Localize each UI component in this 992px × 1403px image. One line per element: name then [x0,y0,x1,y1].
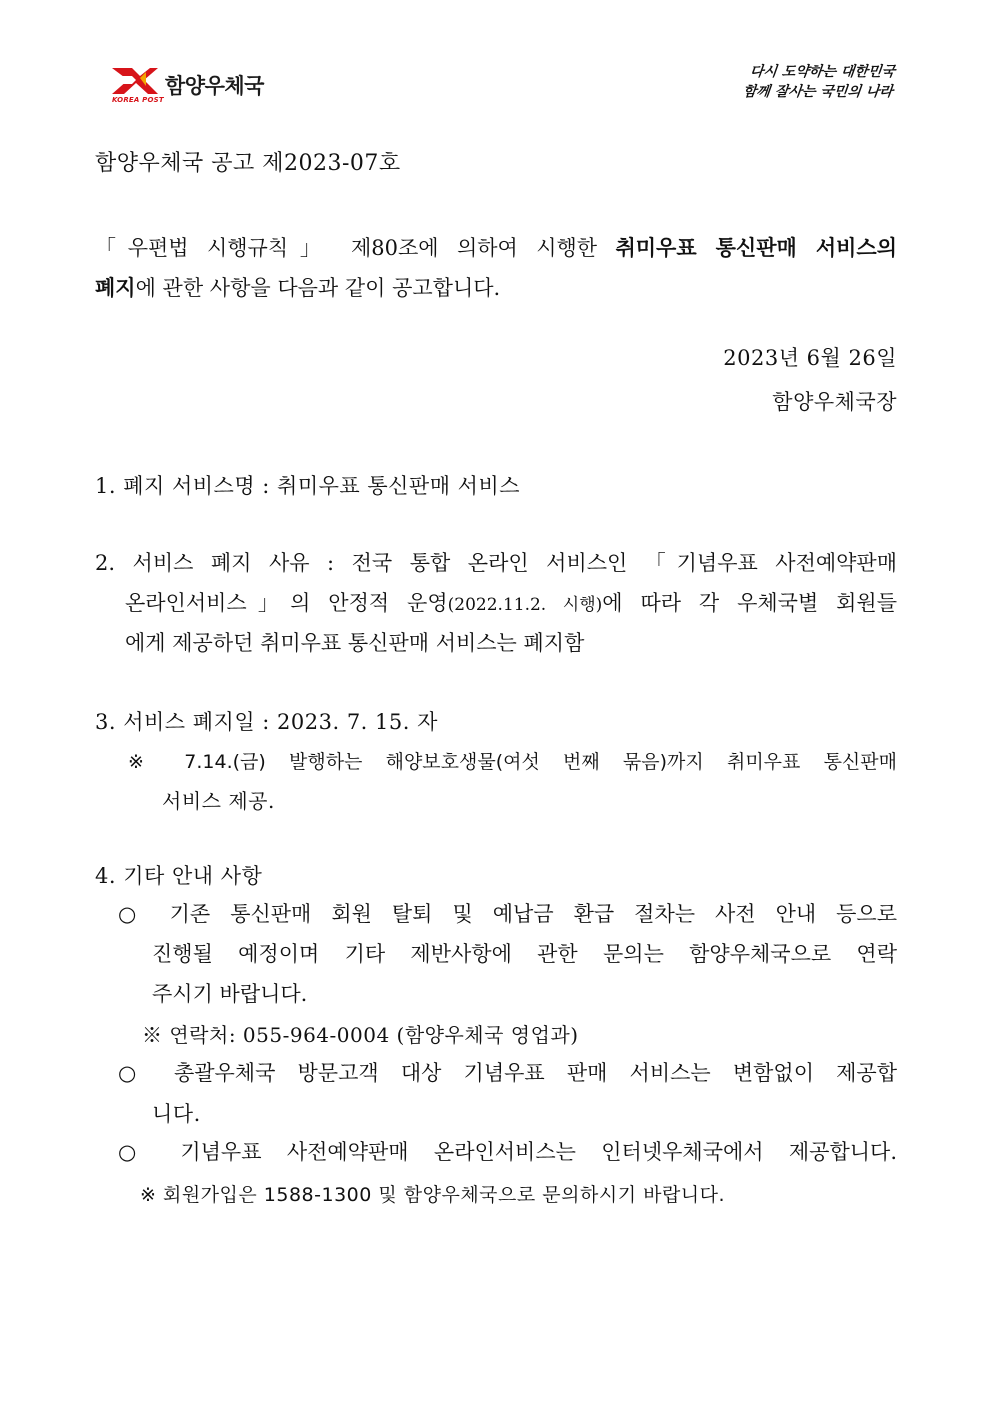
section-2-text-2a: 온라인서비스」의 안정적 운영 [125,591,448,615]
section-2-line-2 [125,583,897,623]
korea-post-logo [110,66,310,106]
slogan-line-1: 다시 도약하는 대한민국 [749,64,896,80]
section-3-date: 3. 서비스 폐지일 : 2023. 7. 15. 자 [95,710,438,734]
section-4-title: 4. 기타 안내 사항 [95,864,263,888]
section-3-note-line-2: 서비스 제공. [162,789,275,813]
intro-text-1a: 「우편법 시행규칙」 제80조에 의하여 시행한 [95,236,616,260]
notice-date: 2023년 6월 26일 [723,346,897,370]
intro-line-1 [95,228,897,268]
section-2-line-1: 2. 서비스 폐지 사유 : 전국 통합 온라인 서비스인 「기념우표 사전예약판매 [95,551,897,575]
bullet-3-signup-note: ※ 회원가입은 1588-1300 및 함양우체국으로 문의하시기 바랍니다. [140,1184,726,1206]
bullet-3 [118,1132,897,1172]
intro-text-2b: 에 관한 사항을 다음과 같이 공고합니다. [135,276,501,300]
section-2-text-2c: 에 따라 각 우체국별 회원들 [602,591,897,615]
bullet-1-continuation [152,934,897,1014]
bullet-1-line-3: 주시기 바랍니다. [152,982,308,1006]
government-slogan [742,62,896,102]
bullet-1-line-1: ○ 기존 통신판매 회원 탈퇴 및 예납금 환급 절차는 사전 안내 등으로 [118,902,897,926]
section-3-note [128,742,897,782]
bullet-1-line-2: 진행될 예정이며 기타 제반사항에 관한 문의는 함양우체국으로 연락 [152,942,897,966]
section-2-reason [95,543,897,583]
section-1-service-name: 1. 폐지 서비스명 : 취미우표 통신판매 서비스 [95,474,521,498]
intro-bold-1b: 취미우표 통신판매 서비스의 [615,235,897,260]
intro-bold-2a: 폐지 [95,275,136,300]
bullet-2-line-2: 니다. [152,1102,201,1126]
logo-english-text: KOREA POST [112,96,164,104]
section-2-continuation [125,583,897,663]
section-2-line-3: 에게 제공하던 취미우표 통신판매 서비스는 폐지함 [125,631,585,655]
bullet-3-line-1: ○ 기념우표 사전예약판매 온라인서비스는 인터넷우체국에서 제공합니다. [118,1140,897,1164]
bullet-1 [118,894,897,934]
bullet-1-contact-note: ※ 연락처: 055-964-0004 (함양우체국 영업과) [142,1023,579,1047]
intro-line-2 [95,268,897,308]
intro-paragraph [95,228,897,308]
korea-post-emblem-icon [110,66,160,98]
bullet-2 [118,1053,897,1093]
notice-number: 함양우체국 공고 제2023-07호 [95,151,401,176]
section-3-note-line-1: ※ 7.14.(금) 발행하는 해양보호생물(여섯 번째 묶음)까지 취미우표 통신판매 [128,751,897,773]
issuer-name: 함양우체국장 [772,390,897,414]
section-2-date-note: (2022.11.2. 시행) [447,595,603,615]
bullet-2-line-1: ○ 총괄우체국 방문고객 대상 기념우표 판매 서비스는 변함없이 제공합 [118,1061,897,1085]
slogan-line-2: 함께 잘사는 국민의 나라 [742,84,894,100]
logo-office-name: 함양우체국 [165,74,264,98]
